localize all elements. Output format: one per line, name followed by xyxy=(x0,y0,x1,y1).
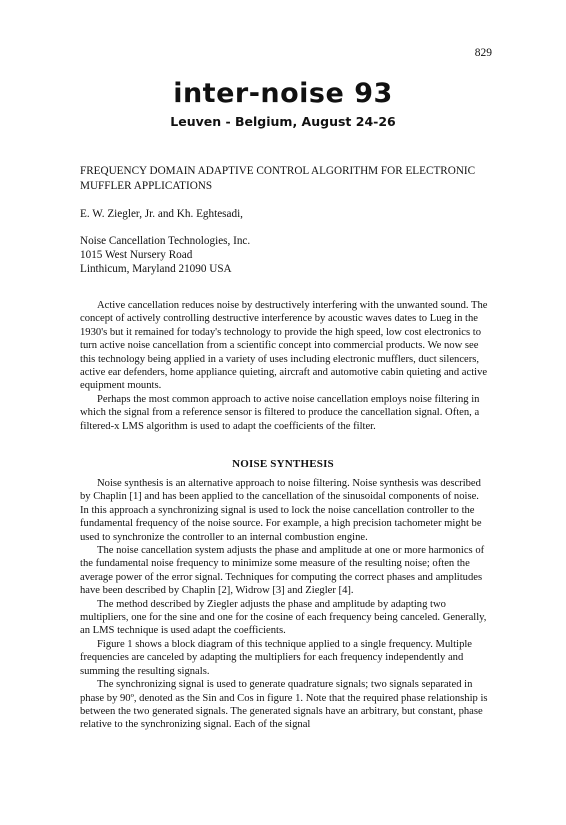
paper-authors: E. W. Ziegler, Jr. and Kh. Eghtesadi, xyxy=(80,208,243,220)
affiliation-line: Linthicum, Maryland 21090 USA xyxy=(80,263,232,275)
paragraph: Perhaps the most common approach to active noise cancellation employs noise filtering in which the signal from a reference sensor is filtered to produce the cancellation signal. Often, a filtered-x LMS algorithm is used to adapt the coefficients of the filter. xyxy=(80,393,480,432)
paragraph: Figure 1 shows a block diagram of this technique applied to a single frequency. Multiple frequencies are canceled by adapting the multipliers for each frequency independently and summing the resulting signals. xyxy=(80,638,473,677)
section-heading: NOISE SYNTHESIS xyxy=(232,458,334,470)
paragraph: Noise synthesis is an alternative approach to noise filtering. Noise synthesis was described by Chaplin [1] and has been applied to the cancellation of the sinusoidal components of noise. In this approach a synchronizing signal is used to lock the noise cancellation controller to the fundamental frequency of the noise source. For example, a high precision tachometer might be used to synchronize the controller to an internal combustion engine. xyxy=(80,478,482,543)
affiliation-line: 1015 West Nursery Road xyxy=(80,249,193,261)
page-number: 829 xyxy=(474,47,492,59)
conference-logo-title: inter-noise 93 xyxy=(173,78,393,109)
paragraph: Active cancellation reduces noise by destructively interfering with the unwanted sound. The concept of actively controlling destructive interference by acoustic waves dates to Lueg in the 1930's but it remained for today's technology to provide the high speed, low cost electronics to turn active noise cancellation from a scientific concept into commercial products. We now see this technology being applied in a variety of uses including electronic mufflers, duct silencers, active ear defenders, home appliance quieting, aircraft and automotive cabin quieting and active equipment mounts. xyxy=(80,300,488,392)
paragraph: The synchronizing signal is used to generate quadrature signals; two signals separated in phase by 90º, denoted as the Sin and Cos in figure 1. Note that the required phase relationship is between the two generated signals. The generated signals have an arbitrary, but constant, phase relative to the synchronizing signal. Each of the signal xyxy=(80,679,488,731)
paper-title: FREQUENCY DOMAIN ADAPTIVE CONTROL ALGORITHM FOR ELECTRONIC MUFFLER APPLICATIONS xyxy=(80,165,476,192)
conference-subtitle: Leuven - Belgium, August 24-26 xyxy=(170,114,396,129)
affiliation-line: Noise Cancellation Technologies, Inc. xyxy=(80,235,251,247)
introduction-text xyxy=(80,299,490,433)
paragraph: The method described by Ziegler adjusts the phase and amplitude by adapting two multipliers, one for the sine and one for the cosine of each frequency being canceled. Generally, an LMS technique is used adapt the coefficients. xyxy=(80,598,487,637)
author-affiliation xyxy=(80,234,250,276)
paragraph: The noise cancellation system adjusts the phase and amplitude at one or more harmonics of the fundamental noise frequency to minimize some measure of the resulting noise; often the average power of the error signal. Techniques for computing the correct phases and amplitudes have been described by Chaplin [2], Widrow [3] and Ziegler [4]. xyxy=(80,545,485,597)
section-text xyxy=(80,477,490,732)
